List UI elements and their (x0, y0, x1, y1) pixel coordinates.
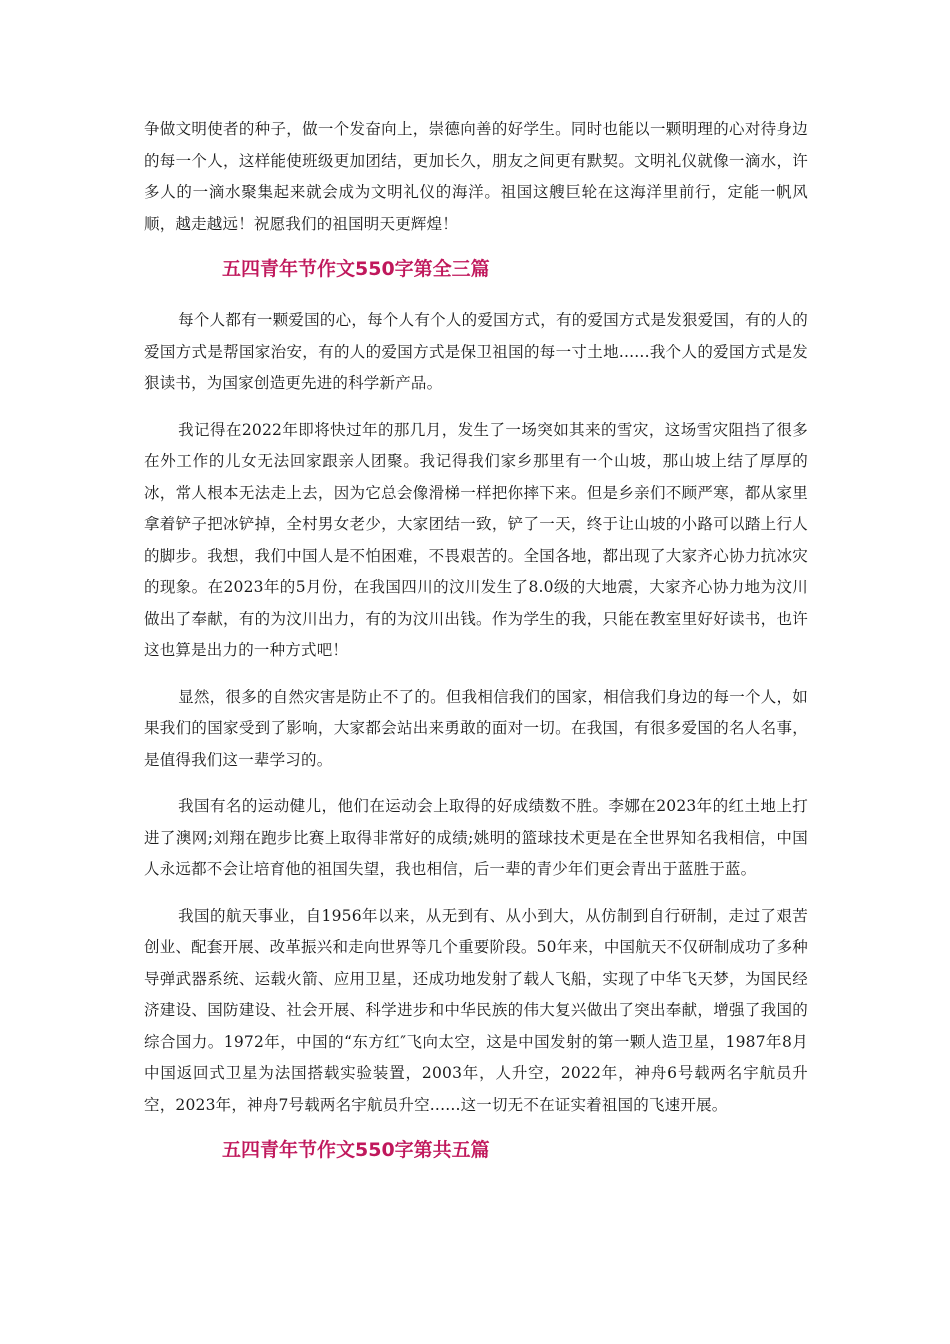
section-heading-five: 五四青年节作文550字第共五篇 (222, 1139, 490, 1161)
section-three-paragraph-3: 显然，很多的自然灾害是防止不了的。但我相信我们的国家，相信我们身边的每一个人，如果我们的国家受到了影响，大家都会站出来勇敢的面对一切。在我国，有很多爱国的名人名事，是值得我们这一辈学习的。 (144, 687, 808, 769)
document-page (144, 114, 808, 1186)
intro-paragraph: 争做文明使者的种子，做一个发奋向上，崇德向善的好学生。同时也能以一颗明理的心对待身边的每一个人，这样能使班级更加团结，更加长久，朋友之间更有默契。文明礼仪就像一滴水，许多人的一滴水聚集起来就会成为文明礼仪的海洋。祖国这艘巨轮在这海洋里前行，定能一帆风顺，越走越远！祝愿我们的祖国明天更辉煌！ (144, 120, 808, 233)
section-three-paragraph-4: 我国有名的运动健儿，他们在运动会上取得的好成绩数不胜。李娜在2023年的红土地上打进了澳网;刘翔在跑步比赛上取得非常好的成绩;姚明的篮球技术更是在全世界知名我相信，中国人永远都不会让培育他的祖国失望，我也相信，后一辈的青少年们更会青出于蓝胜于蓝。 (144, 797, 808, 878)
section-three-paragraph-5: 我国的航天事业，自1956年以来，从无到有、从小到大，从仿制到自行研制，走过了艰苦创业、配套开展、改革振兴和走向世界等几个重要阶段。50年来，中国航天不仅研制成功了多种导弹武器系统、运载火箭、应用卫星，还成功地发射了载人飞船，实现了中华飞天梦，为国民经济建设、国防建设、社会开展、科学进步和中华民族的伟大复兴做出了突出奉献，增强了我国的综合国力。1972年，中国的“东方红″飞向太空，这是中国发射的第一颗人造卫星，1987年8月中国返回式卫星为法国搭载实验装置，2003年，人升空，2022年，神舟6号载两名宇航员升空，2023年，神舟7号载两名宇航员升空......这一切无不在证实着祖国的飞速开展。 (144, 906, 808, 1114)
section-heading-three: 五四青年节作文550字第全三篇 (222, 258, 490, 280)
section-three-paragraph-2: 我记得在2022年即将快过年的那几月，发生了一场突如其来的雪灾，这场雪灾阻挡了很多在外工作的儿女无法回家跟亲人团聚。我记得我们家乡那里有一个山坡，那山坡上结了厚厚的冰，常人根本无法走上去，因为它总会像滑梯一样把你摔下来。但是乡亲们不顾严寒，都从家里拿着铲子把冰铲掉，全村男女老少，大家团结一致，铲了一天，终于让山坡的小路可以踏上行人的脚步。我想，我们中国人是不怕困难，不畏艰苦的。全国各地，都出现了大家齐心协力抗冰灾的现象。在2023年的5月份，在我国四川的汶川发生了8.0级的大地震，大家齐心协力地为汶川做出了奉献，有的为汶川出力，有的为汶川出钱。作为学生的我，只能在教室里好好读书，也许这也算是出力的一种方式吧！ (144, 420, 808, 659)
section-three-paragraph-1: 每个人都有一颗爱国的心，每个人有个人的爱国方式，有的爱国方式是发狠爱国，有的人的爱国方式是帮国家治安，有的人的爱国方式是保卫祖国的每一寸土地......我个人的爱国方式是发狠读书，为国家创造更先进的科学新产品。 (144, 311, 808, 392)
